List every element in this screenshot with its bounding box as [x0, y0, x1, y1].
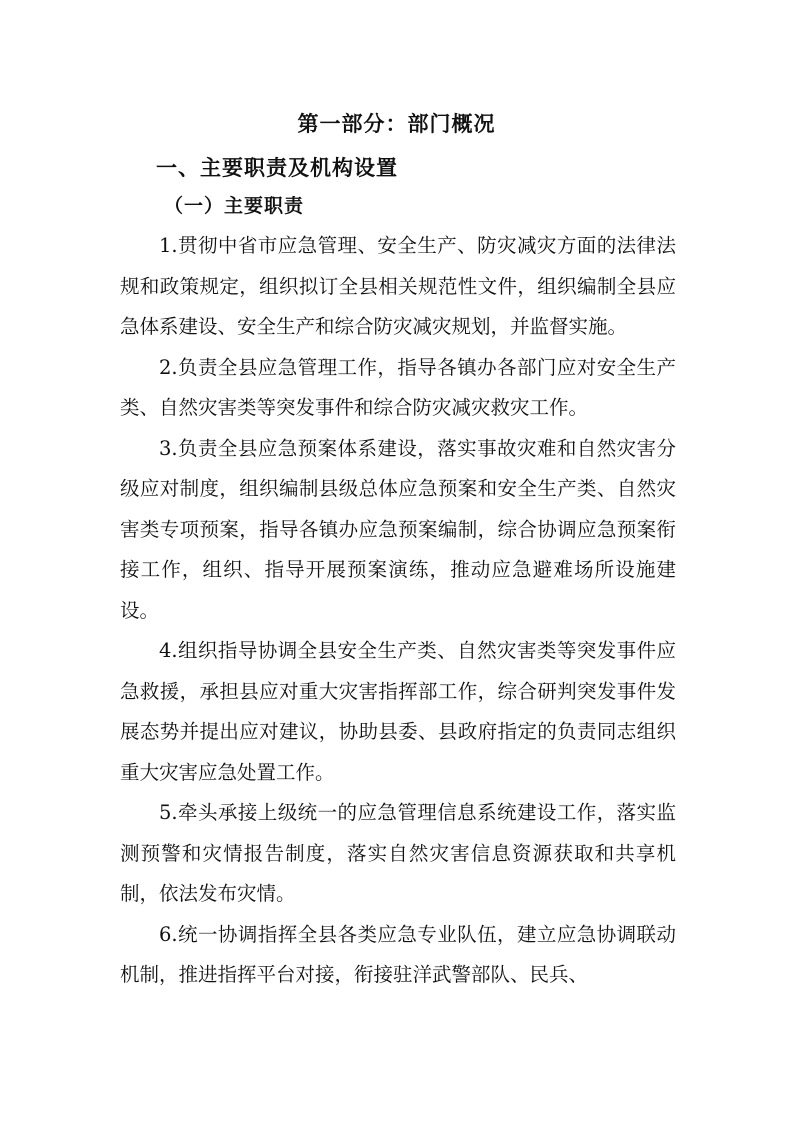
paragraph-1: 1.贯彻中省市应急管理、安全生产、防灾减灾方面的法律法规和政策规定，组织拟订全县相关规范性文件，组织编制全县应急体系建设、安全生产和综合防灾减灾规划，并监督实施。: [120, 234, 676, 338]
body-text: [120, 226, 676, 996]
paragraph-5: 5.牵头承接上级统一的应急管理信息系统建设工作，落实监测预警和灾情报告制度，落实自然灾害信息资源获取和共享机制，依法发布灾情。: [120, 801, 676, 905]
paragraph-3: 3.负责全县应急预案体系建设，落实事故灾难和自然灾害分级应对制度，组织编制县级总体应急预案和安全生产类、自然灾害类专项预案，指导各镇办应急预案编制，综合协调应急预案衔接工作，组织、指导开展预案演练，推动应急避难场所设施建设。: [120, 436, 676, 622]
paragraph-6: 6.统一协调指挥全县各类应急专业队伍，建立应急协调联动机制，推进指挥平台对接，衔接驻洋武警部队、民兵、: [120, 922, 676, 986]
paragraph-2: 2.负责全县应急管理工作，指导各镇办各部门应对安全生产类、自然灾害类等突发事件和综合防灾减灾救灾工作。: [120, 355, 676, 419]
section-heading: 一、主要职责及机构设置: [156, 156, 398, 180]
page-title: 第一部分：部门概况: [297, 112, 496, 136]
subsection-heading: （一）主要职责: [164, 195, 305, 217]
paragraph-4: 4.组织指导协调全县安全生产类、自然灾害类等突发事件应急救援，承担县应对重大灾害指挥部工作，综合研判突发事件发展态势并提出应对建议，协助县委、县政府指定的负责同志组织重大灾害应急处置工作。: [120, 639, 676, 784]
